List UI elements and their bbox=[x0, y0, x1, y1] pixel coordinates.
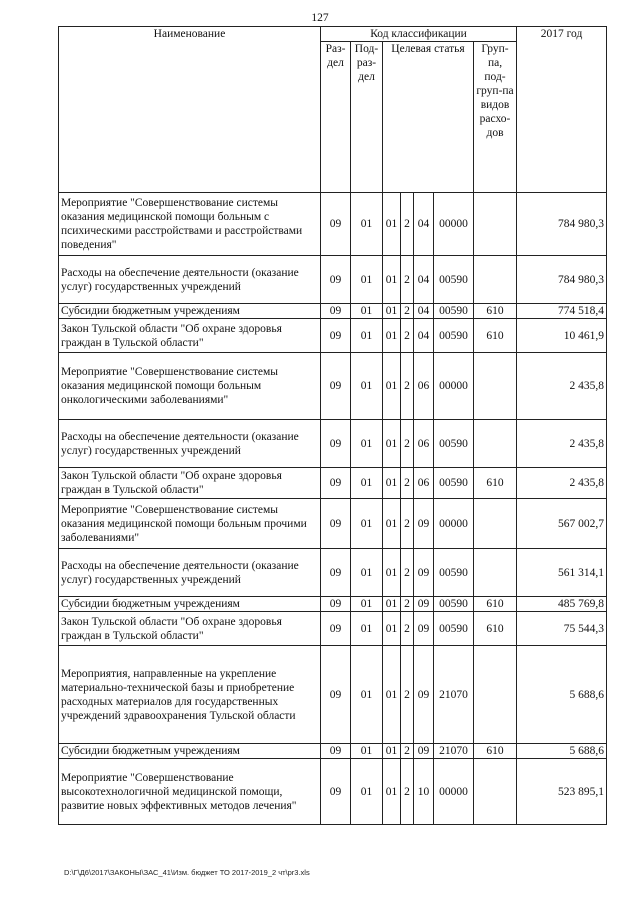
row-subsection: 01 bbox=[351, 319, 383, 353]
row-subsection: 01 bbox=[351, 499, 383, 549]
row-article-main: 09 bbox=[414, 646, 434, 744]
table-row bbox=[59, 468, 607, 499]
row-article-main: 04 bbox=[414, 256, 434, 304]
row-name: Закон Тульской области "Об охране здоровья граждан в Тульской области" bbox=[59, 612, 321, 646]
table-row bbox=[59, 499, 607, 549]
row-article-main: 06 bbox=[414, 468, 434, 499]
row-article-type: 2 bbox=[401, 256, 414, 304]
row-amount: 784 980,3 bbox=[517, 256, 607, 304]
row-article-direction: 21070 bbox=[434, 744, 474, 759]
row-article-type: 2 bbox=[401, 499, 414, 549]
row-article-direction: 00590 bbox=[434, 612, 474, 646]
row-article-program: 01 bbox=[383, 468, 401, 499]
row-name: Мероприятие "Совершенствование системы оказания медицинской помощи больным с психическими расстройствами и расстройствами поведения" bbox=[59, 193, 321, 256]
row-expense-group bbox=[474, 256, 517, 304]
row-article-direction: 00000 bbox=[434, 499, 474, 549]
row-article-program: 01 bbox=[383, 612, 401, 646]
row-article-type: 2 bbox=[401, 468, 414, 499]
row-article-direction: 00590 bbox=[434, 597, 474, 612]
row-name: Мероприятие "Совершенствование системы оказания медицинской помощи больным прочими заболеваниями" bbox=[59, 499, 321, 549]
row-article-program: 01 bbox=[383, 759, 401, 825]
row-amount: 774 518,4 bbox=[517, 304, 607, 319]
row-article-type: 2 bbox=[401, 353, 414, 420]
row-article-main: 09 bbox=[414, 744, 434, 759]
row-name: Субсидии бюджетным учреждениям bbox=[59, 744, 321, 759]
table-row bbox=[59, 304, 607, 319]
row-name: Закон Тульской области "Об охране здоровья граждан в Тульской области" bbox=[59, 319, 321, 353]
row-name: Субсидии бюджетным учреждениям bbox=[59, 304, 321, 319]
table-row bbox=[59, 744, 607, 759]
row-subsection: 01 bbox=[351, 353, 383, 420]
row-article-direction: 21070 bbox=[434, 646, 474, 744]
row-amount: 75 544,3 bbox=[517, 612, 607, 646]
row-article-type: 2 bbox=[401, 420, 414, 468]
header-name: Наименование bbox=[59, 27, 321, 193]
row-section: 09 bbox=[321, 744, 351, 759]
row-article-program: 01 bbox=[383, 420, 401, 468]
row-section: 09 bbox=[321, 193, 351, 256]
row-article-program: 01 bbox=[383, 304, 401, 319]
row-amount: 2 435,8 bbox=[517, 353, 607, 420]
row-article-program: 01 bbox=[383, 256, 401, 304]
row-amount: 567 002,7 bbox=[517, 499, 607, 549]
row-name: Закон Тульской области "Об охране здоровья граждан в Тульской области" bbox=[59, 468, 321, 499]
row-amount: 561 314,1 bbox=[517, 549, 607, 597]
row-article-direction: 00590 bbox=[434, 304, 474, 319]
table-row bbox=[59, 193, 607, 256]
row-name: Мероприятия, направленные на укрепление материально-технической базы и приобретение расходных материалов для государственных учреждений здравоохранения Тульской области bbox=[59, 646, 321, 744]
row-article-program: 01 bbox=[383, 549, 401, 597]
table-row bbox=[59, 759, 607, 825]
row-article-main: 04 bbox=[414, 304, 434, 319]
row-amount: 523 895,1 bbox=[517, 759, 607, 825]
row-subsection: 01 bbox=[351, 468, 383, 499]
row-name: Мероприятие "Совершенствование системы оказания медицинской помощи больным онкологическими заболеваниями" bbox=[59, 353, 321, 420]
row-expense-group: 610 bbox=[474, 744, 517, 759]
row-section: 09 bbox=[321, 759, 351, 825]
row-section: 09 bbox=[321, 319, 351, 353]
row-amount: 10 461,9 bbox=[517, 319, 607, 353]
row-article-type: 2 bbox=[401, 304, 414, 319]
row-article-program: 01 bbox=[383, 597, 401, 612]
row-expense-group: 610 bbox=[474, 612, 517, 646]
row-article-main: 09 bbox=[414, 612, 434, 646]
row-article-direction: 00590 bbox=[434, 549, 474, 597]
row-article-program: 01 bbox=[383, 353, 401, 420]
row-subsection: 01 bbox=[351, 304, 383, 319]
row-article-type: 2 bbox=[401, 319, 414, 353]
row-subsection: 01 bbox=[351, 597, 383, 612]
row-subsection: 01 bbox=[351, 193, 383, 256]
row-amount: 485 769,8 bbox=[517, 597, 607, 612]
row-article-type: 2 bbox=[401, 744, 414, 759]
row-section: 09 bbox=[321, 304, 351, 319]
header-target-article: Целевая статья bbox=[383, 42, 474, 193]
row-expense-group bbox=[474, 646, 517, 744]
row-section: 09 bbox=[321, 468, 351, 499]
row-name: Мероприятие "Совершенствование высокотехнологичной медицинской помощи, развитие новых эффективных методов лечения" bbox=[59, 759, 321, 825]
table-row bbox=[59, 597, 607, 612]
row-article-main: 06 bbox=[414, 353, 434, 420]
file-path-footer: D:\Г\Д6\2017\ЗАКОНЫ\ЗАС_41\Изм. бюджет ТО 2017-2019_2 чт\pr3.xls bbox=[64, 868, 310, 877]
row-article-program: 01 bbox=[383, 646, 401, 744]
row-section: 09 bbox=[321, 646, 351, 744]
row-amount: 2 435,8 bbox=[517, 468, 607, 499]
row-section: 09 bbox=[321, 499, 351, 549]
header-year: 2017 год bbox=[517, 27, 607, 193]
row-article-type: 2 bbox=[401, 612, 414, 646]
row-article-direction: 00590 bbox=[434, 420, 474, 468]
row-expense-group bbox=[474, 420, 517, 468]
header-expense-group: Груп-па, под-груп-па видов расхо-дов bbox=[474, 42, 517, 193]
row-article-main: 09 bbox=[414, 597, 434, 612]
table-row bbox=[59, 612, 607, 646]
row-section: 09 bbox=[321, 420, 351, 468]
row-amount: 5 688,6 bbox=[517, 646, 607, 744]
row-section: 09 bbox=[321, 597, 351, 612]
row-expense-group bbox=[474, 353, 517, 420]
row-subsection: 01 bbox=[351, 256, 383, 304]
row-article-main: 10 bbox=[414, 759, 434, 825]
row-subsection: 01 bbox=[351, 744, 383, 759]
budget-table bbox=[58, 26, 607, 825]
row-article-type: 2 bbox=[401, 193, 414, 256]
row-article-main: 06 bbox=[414, 420, 434, 468]
row-article-type: 2 bbox=[401, 549, 414, 597]
row-name: Расходы на обеспечение деятельности (оказание услуг) государственных учреждений bbox=[59, 420, 321, 468]
row-article-main: 09 bbox=[414, 499, 434, 549]
row-name: Расходы на обеспечение деятельности (оказание услуг) государственных учреждений bbox=[59, 256, 321, 304]
table-row bbox=[59, 420, 607, 468]
row-subsection: 01 bbox=[351, 759, 383, 825]
row-article-program: 01 bbox=[383, 744, 401, 759]
row-amount: 784 980,3 bbox=[517, 193, 607, 256]
row-expense-group: 610 bbox=[474, 304, 517, 319]
row-section: 09 bbox=[321, 256, 351, 304]
table-row bbox=[59, 646, 607, 744]
row-article-type: 2 bbox=[401, 597, 414, 612]
row-article-main: 04 bbox=[414, 319, 434, 353]
row-expense-group: 610 bbox=[474, 468, 517, 499]
row-article-main: 04 bbox=[414, 193, 434, 256]
row-subsection: 01 bbox=[351, 646, 383, 744]
row-expense-group: 610 bbox=[474, 319, 517, 353]
row-article-direction: 00000 bbox=[434, 759, 474, 825]
row-article-program: 01 bbox=[383, 319, 401, 353]
row-expense-group bbox=[474, 193, 517, 256]
row-expense-group bbox=[474, 499, 517, 549]
row-subsection: 01 bbox=[351, 420, 383, 468]
row-article-direction: 00590 bbox=[434, 468, 474, 499]
row-article-program: 01 bbox=[383, 193, 401, 256]
row-article-type: 2 bbox=[401, 646, 414, 744]
table-row bbox=[59, 319, 607, 353]
row-subsection: 01 bbox=[351, 612, 383, 646]
table-row bbox=[59, 256, 607, 304]
header-subsection: Под-раз-дел bbox=[351, 42, 383, 193]
row-expense-group bbox=[474, 759, 517, 825]
row-amount: 2 435,8 bbox=[517, 420, 607, 468]
row-article-direction: 00000 bbox=[434, 353, 474, 420]
header-code: Код классификации bbox=[321, 27, 517, 42]
row-article-direction: 00590 bbox=[434, 256, 474, 304]
table-row bbox=[59, 549, 607, 597]
row-expense-group: 610 bbox=[474, 597, 517, 612]
row-section: 09 bbox=[321, 353, 351, 420]
row-article-direction: 00000 bbox=[434, 193, 474, 256]
table-row bbox=[59, 353, 607, 420]
row-article-program: 01 bbox=[383, 499, 401, 549]
header-section: Раз-дел bbox=[321, 42, 351, 193]
row-article-direction: 00590 bbox=[434, 319, 474, 353]
row-name: Расходы на обеспечение деятельности (оказание услуг) государственных учреждений bbox=[59, 549, 321, 597]
row-expense-group bbox=[474, 549, 517, 597]
row-article-type: 2 bbox=[401, 759, 414, 825]
row-section: 09 bbox=[321, 549, 351, 597]
row-amount: 5 688,6 bbox=[517, 744, 607, 759]
row-section: 09 bbox=[321, 612, 351, 646]
page-number: 127 bbox=[311, 12, 329, 24]
row-subsection: 01 bbox=[351, 549, 383, 597]
row-article-main: 09 bbox=[414, 549, 434, 597]
row-name: Субсидии бюджетным учреждениям bbox=[59, 597, 321, 612]
